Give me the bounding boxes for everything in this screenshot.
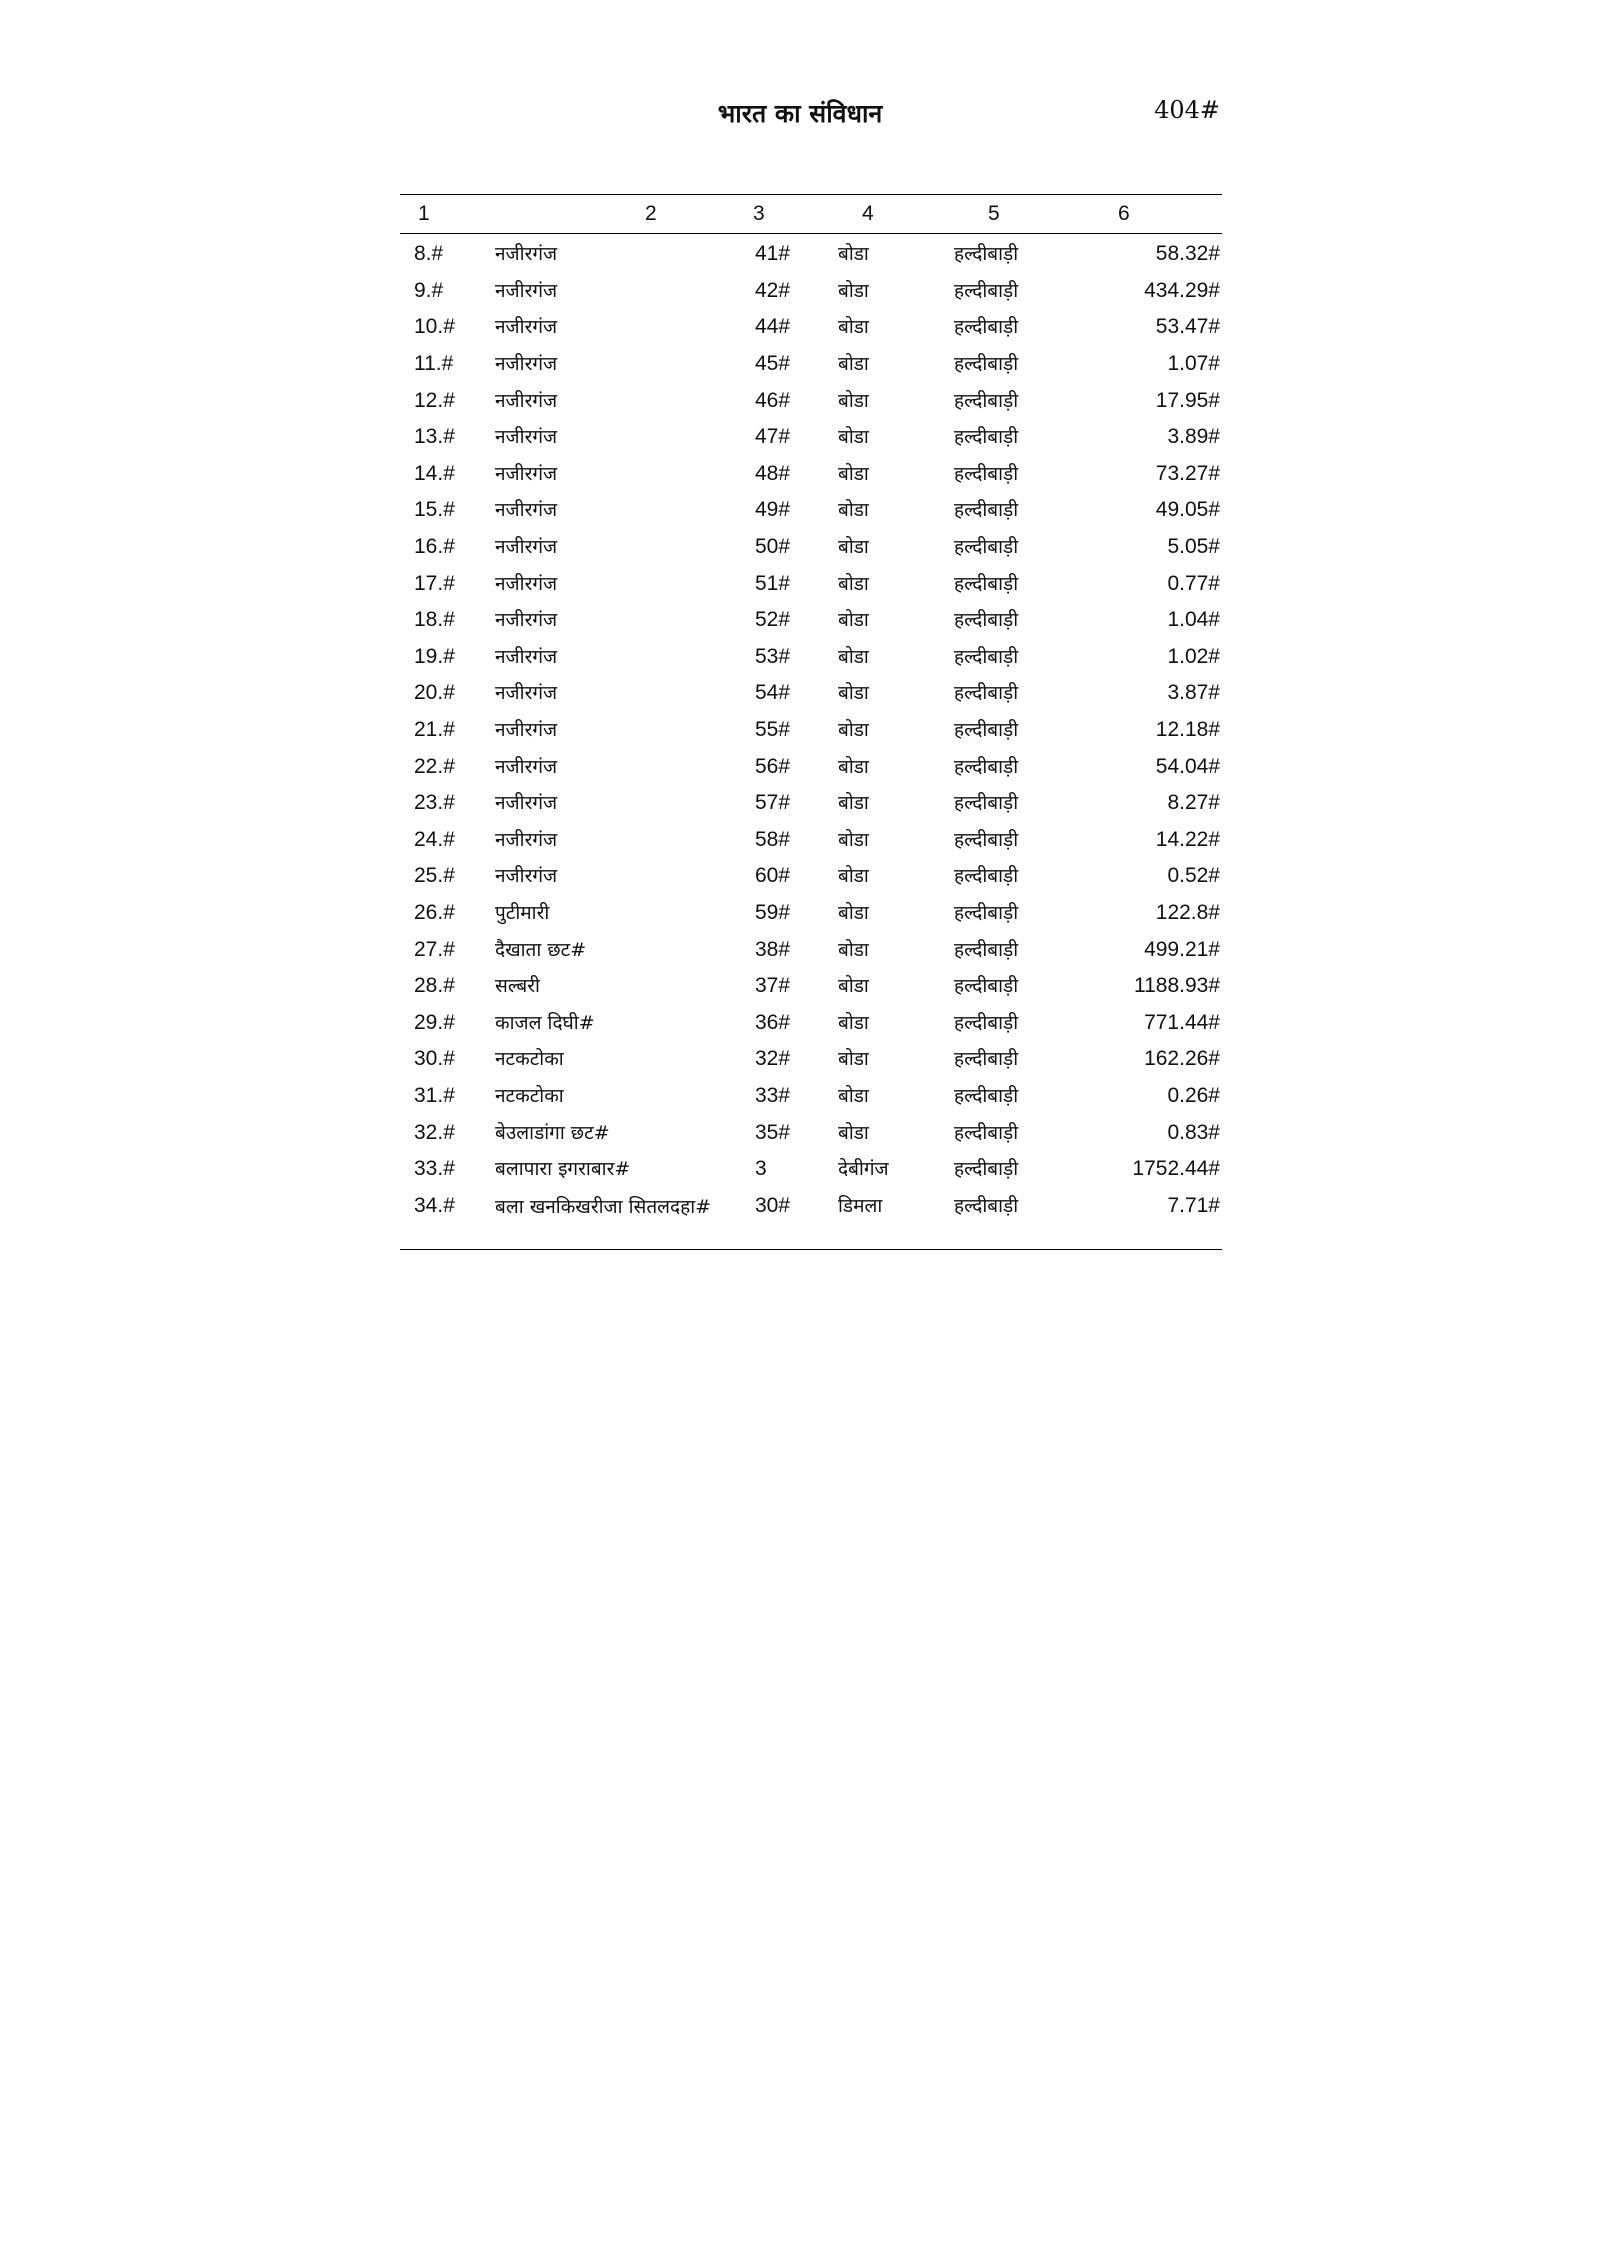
serial-cell: 9.# bbox=[414, 278, 444, 302]
place-name-cell: नजीरगंज bbox=[495, 755, 558, 778]
district-cell: हल्दीबाड़ी bbox=[954, 1195, 1019, 1218]
place-name-cell: बलापारा इगराबार# bbox=[495, 1158, 631, 1181]
number-cell: 57# bbox=[755, 791, 791, 815]
district-cell: हल्दीबाड़ी bbox=[954, 536, 1019, 559]
area-cell: 73.27# bbox=[1155, 461, 1220, 485]
table-row bbox=[400, 895, 1222, 932]
place-name-cell: पुटीमारी bbox=[495, 901, 550, 924]
column-header: 5 bbox=[988, 202, 1000, 225]
number-cell: 49# bbox=[755, 498, 791, 522]
area-cell: 7.71# bbox=[1167, 1194, 1220, 1218]
number-cell: 37# bbox=[755, 974, 791, 998]
serial-cell: 8.# bbox=[414, 242, 444, 266]
district-cell: हल्दीबाड़ी bbox=[954, 719, 1019, 742]
table-row bbox=[400, 492, 1222, 529]
police-station-cell: बोडा bbox=[838, 645, 869, 668]
police-station-cell: बोडा bbox=[838, 462, 869, 485]
police-station-cell: बोडा bbox=[838, 1048, 869, 1071]
table-row bbox=[400, 712, 1222, 749]
place-name-cell: नजीरगंज bbox=[495, 279, 558, 302]
place-name-cell: नजीरगंज bbox=[495, 243, 558, 266]
police-station-cell: बोडा bbox=[838, 353, 869, 376]
area-cell: 49.05# bbox=[1155, 498, 1220, 522]
column-header: 1 bbox=[418, 202, 430, 225]
number-cell: 47# bbox=[755, 425, 791, 449]
place-name-cell: नजीरगंज bbox=[495, 426, 558, 449]
police-station-cell: बोडा bbox=[838, 938, 869, 961]
district-cell: हल्दीबाड़ी bbox=[954, 865, 1019, 888]
serial-cell: 18.# bbox=[414, 608, 455, 632]
police-station-cell: बोडा bbox=[838, 865, 869, 888]
serial-cell: 14.# bbox=[414, 461, 455, 485]
serial-cell: 30.# bbox=[414, 1047, 455, 1071]
number-cell: 56# bbox=[755, 754, 791, 778]
table-row bbox=[400, 1114, 1222, 1151]
column-header: 4 bbox=[862, 202, 874, 225]
serial-cell: 20.# bbox=[414, 681, 455, 705]
number-cell: 44# bbox=[755, 315, 791, 339]
area-cell: 12.18# bbox=[1155, 718, 1220, 742]
district-cell: हल्दीबाड़ी bbox=[954, 426, 1019, 449]
serial-cell: 34.# bbox=[414, 1194, 455, 1218]
place-name-cell: नजीरगंज bbox=[495, 682, 558, 705]
district-cell: हल्दीबाड़ी bbox=[954, 279, 1019, 302]
police-station-cell: बोडा bbox=[838, 719, 869, 742]
table-row bbox=[400, 602, 1222, 639]
number-cell: 58# bbox=[755, 827, 791, 851]
police-station-cell: बोडा bbox=[838, 901, 869, 924]
police-station-cell: बोडा bbox=[838, 389, 869, 412]
district-cell: हल्दीबाड़ी bbox=[954, 828, 1019, 851]
police-station-cell: बोडा bbox=[838, 426, 869, 449]
number-cell: 3 bbox=[755, 1157, 767, 1181]
number-cell: 35# bbox=[755, 1120, 791, 1144]
table-row bbox=[400, 273, 1222, 310]
police-station-cell: बोडा bbox=[838, 792, 869, 815]
table-body bbox=[400, 234, 1222, 1250]
enclave-table bbox=[400, 194, 1222, 1250]
police-station-cell: बोडा bbox=[838, 975, 869, 998]
serial-cell: 26.# bbox=[414, 900, 455, 924]
police-station-cell: बोडा bbox=[838, 755, 869, 778]
serial-cell: 23.# bbox=[414, 791, 455, 815]
number-cell: 53# bbox=[755, 644, 791, 668]
number-cell: 32# bbox=[755, 1047, 791, 1071]
place-name-cell: नजीरगंज bbox=[495, 865, 558, 888]
serial-cell: 16.# bbox=[414, 535, 455, 559]
column-header: 6 bbox=[1118, 202, 1130, 225]
area-cell: 8.27# bbox=[1167, 791, 1220, 815]
police-station-cell: बोडा bbox=[838, 243, 869, 266]
area-cell: 0.26# bbox=[1167, 1083, 1220, 1107]
area-cell: 5.05# bbox=[1167, 535, 1220, 559]
area-cell: 14.22# bbox=[1155, 827, 1220, 851]
area-cell: 53.47# bbox=[1155, 315, 1220, 339]
table-row bbox=[400, 675, 1222, 712]
place-name-cell: नटकटोका bbox=[495, 1084, 564, 1107]
place-name-cell: नजीरगंज bbox=[495, 828, 558, 851]
area-cell: 0.77# bbox=[1167, 571, 1220, 595]
serial-cell: 27.# bbox=[414, 937, 455, 961]
place-name-cell: नजीरगंज bbox=[495, 353, 558, 376]
number-cell: 41# bbox=[755, 242, 791, 266]
serial-cell: 24.# bbox=[414, 827, 455, 851]
table-header-row bbox=[400, 195, 1222, 234]
table-row bbox=[400, 419, 1222, 456]
number-cell: 36# bbox=[755, 1010, 791, 1034]
table-row bbox=[400, 858, 1222, 895]
number-cell: 50# bbox=[755, 535, 791, 559]
district-cell: हल्दीबाड़ी bbox=[954, 975, 1019, 998]
table-row bbox=[400, 1078, 1222, 1115]
number-cell: 48# bbox=[755, 461, 791, 485]
serial-cell: 12.# bbox=[414, 388, 455, 412]
district-cell: हल्दीबाड़ी bbox=[954, 792, 1019, 815]
number-cell: 52# bbox=[755, 608, 791, 632]
serial-cell: 22.# bbox=[414, 754, 455, 778]
table-row bbox=[400, 1004, 1222, 1041]
number-cell: 30# bbox=[755, 1194, 791, 1218]
area-cell: 58.32# bbox=[1155, 242, 1220, 266]
area-cell: 3.87# bbox=[1167, 681, 1220, 705]
district-cell: हल्दीबाड़ी bbox=[954, 1158, 1019, 1181]
number-cell: 51# bbox=[755, 571, 791, 595]
district-cell: हल्दीबाड़ी bbox=[954, 572, 1019, 595]
area-cell: 1752.44# bbox=[1132, 1157, 1220, 1181]
column-header: 2 bbox=[645, 202, 657, 225]
serial-cell: 28.# bbox=[414, 974, 455, 998]
police-station-cell: डिमला bbox=[838, 1195, 883, 1218]
district-cell: हल्दीबाड़ी bbox=[954, 389, 1019, 412]
table-row bbox=[400, 1041, 1222, 1078]
place-name-cell: सल्बरी bbox=[495, 975, 540, 998]
police-station-cell: बोडा bbox=[838, 1121, 869, 1144]
page-title: भारत का संविधान bbox=[717, 99, 883, 128]
table-row bbox=[400, 529, 1222, 566]
district-cell: हल्दीबाड़ी bbox=[954, 316, 1019, 339]
area-cell: 1188.93# bbox=[1133, 974, 1220, 998]
district-cell: हल्दीबाड़ी bbox=[954, 1048, 1019, 1071]
area-cell: 0.52# bbox=[1167, 864, 1220, 888]
place-name-cell: नजीरगंज bbox=[495, 572, 558, 595]
number-cell: 54# bbox=[755, 681, 791, 705]
place-name-cell: नजीरगंज bbox=[495, 316, 558, 339]
place-name-cell: दैखाता छट# bbox=[495, 938, 587, 961]
column-header: 3 bbox=[753, 202, 765, 225]
police-station-cell: बोडा bbox=[838, 572, 869, 595]
serial-cell: 10.# bbox=[414, 315, 455, 339]
place-name-cell: नटकटोका bbox=[495, 1048, 564, 1071]
serial-cell: 13.# bbox=[414, 425, 455, 449]
table-row bbox=[400, 748, 1222, 785]
table-row bbox=[400, 565, 1222, 602]
area-cell: 3.89# bbox=[1167, 425, 1220, 449]
police-station-cell: बोडा bbox=[838, 279, 869, 302]
table-row bbox=[400, 639, 1222, 676]
number-cell: 46# bbox=[755, 388, 791, 412]
district-cell: हल्दीबाड़ी bbox=[954, 1084, 1019, 1107]
district-cell: हल्दीबाड़ी bbox=[954, 901, 1019, 924]
district-cell: हल्दीबाड़ी bbox=[954, 499, 1019, 522]
number-cell: 60# bbox=[755, 864, 791, 888]
place-name-cell: नजीरगंज bbox=[495, 536, 558, 559]
police-station-cell: बोडा bbox=[838, 1084, 869, 1107]
area-cell: 771.44# bbox=[1144, 1010, 1220, 1034]
area-cell: 162.26# bbox=[1144, 1047, 1220, 1071]
area-cell: 122.8# bbox=[1155, 900, 1220, 924]
table-row bbox=[400, 346, 1222, 383]
place-name-cell: बला खनकिखरीजा सितलदहा# bbox=[495, 1196, 712, 1219]
place-name-cell: नजीरगंज bbox=[495, 499, 558, 522]
serial-cell: 11.# bbox=[414, 352, 454, 376]
serial-cell: 19.# bbox=[414, 644, 455, 668]
area-cell: 1.04# bbox=[1167, 608, 1220, 632]
police-station-cell: बोडा bbox=[838, 316, 869, 339]
place-name-cell: नजीरगंज bbox=[495, 609, 558, 632]
police-station-cell: बोडा bbox=[838, 1011, 869, 1034]
number-cell: 33# bbox=[755, 1083, 791, 1107]
area-cell: 499.21# bbox=[1144, 937, 1220, 961]
district-cell: हल्दीबाड़ी bbox=[954, 353, 1019, 376]
number-cell: 55# bbox=[755, 718, 791, 742]
district-cell: हल्दीबाड़ी bbox=[954, 938, 1019, 961]
serial-cell: 29.# bbox=[414, 1010, 455, 1034]
area-cell: 434.29# bbox=[1144, 278, 1220, 302]
area-cell: 17.95# bbox=[1155, 388, 1220, 412]
table-row bbox=[400, 1187, 1222, 1250]
area-cell: 54.04# bbox=[1155, 754, 1220, 778]
place-name-cell: बेउलाडांगा छट# bbox=[495, 1121, 610, 1144]
district-cell: हल्दीबाड़ी bbox=[954, 462, 1019, 485]
place-name-cell: नजीरगंज bbox=[495, 462, 558, 485]
police-station-cell: बोडा bbox=[838, 499, 869, 522]
table-row bbox=[400, 382, 1222, 419]
place-name-cell: नजीरगंज bbox=[495, 645, 558, 668]
place-name-cell: नजीरगंज bbox=[495, 719, 558, 742]
table-row bbox=[400, 968, 1222, 1005]
page-number: 404# bbox=[1154, 96, 1220, 124]
district-cell: हल्दीबाड़ी bbox=[954, 755, 1019, 778]
serial-cell: 17.# bbox=[414, 571, 455, 595]
police-station-cell: बोडा bbox=[838, 682, 869, 705]
table-row bbox=[400, 456, 1222, 493]
district-cell: हल्दीबाड़ी bbox=[954, 682, 1019, 705]
serial-cell: 25.# bbox=[414, 864, 455, 888]
serial-cell: 32.# bbox=[414, 1120, 455, 1144]
place-name-cell: नजीरगंज bbox=[495, 389, 558, 412]
number-cell: 42# bbox=[755, 278, 791, 302]
place-name-cell: काजल दिघी# bbox=[495, 1011, 595, 1034]
number-cell: 38# bbox=[755, 937, 791, 961]
area-cell: 0.83# bbox=[1167, 1120, 1220, 1144]
police-station-cell: देबीगंज bbox=[838, 1158, 889, 1181]
table-row bbox=[400, 1151, 1222, 1188]
district-cell: हल्दीबाड़ी bbox=[954, 645, 1019, 668]
serial-cell: 33.# bbox=[414, 1157, 455, 1181]
table-row bbox=[400, 785, 1222, 822]
serial-cell: 21.# bbox=[414, 718, 455, 742]
police-station-cell: बोडा bbox=[838, 828, 869, 851]
number-cell: 45# bbox=[755, 352, 791, 376]
district-cell: हल्दीबाड़ी bbox=[954, 609, 1019, 632]
table-row bbox=[400, 234, 1222, 273]
police-station-cell: बोडा bbox=[838, 536, 869, 559]
place-name-cell: नजीरगंज bbox=[495, 792, 558, 815]
police-station-cell: बोडा bbox=[838, 609, 869, 632]
area-cell: 1.02# bbox=[1167, 644, 1220, 668]
district-cell: हल्दीबाड़ी bbox=[954, 243, 1019, 266]
table-row bbox=[400, 931, 1222, 968]
area-cell: 1.07# bbox=[1167, 352, 1220, 376]
table-row bbox=[400, 309, 1222, 346]
table-row bbox=[400, 822, 1222, 859]
district-cell: हल्दीबाड़ी bbox=[954, 1121, 1019, 1144]
serial-cell: 31.# bbox=[414, 1083, 455, 1107]
district-cell: हल्दीबाड़ी bbox=[954, 1011, 1019, 1034]
serial-cell: 15.# bbox=[414, 498, 455, 522]
number-cell: 59# bbox=[755, 900, 791, 924]
